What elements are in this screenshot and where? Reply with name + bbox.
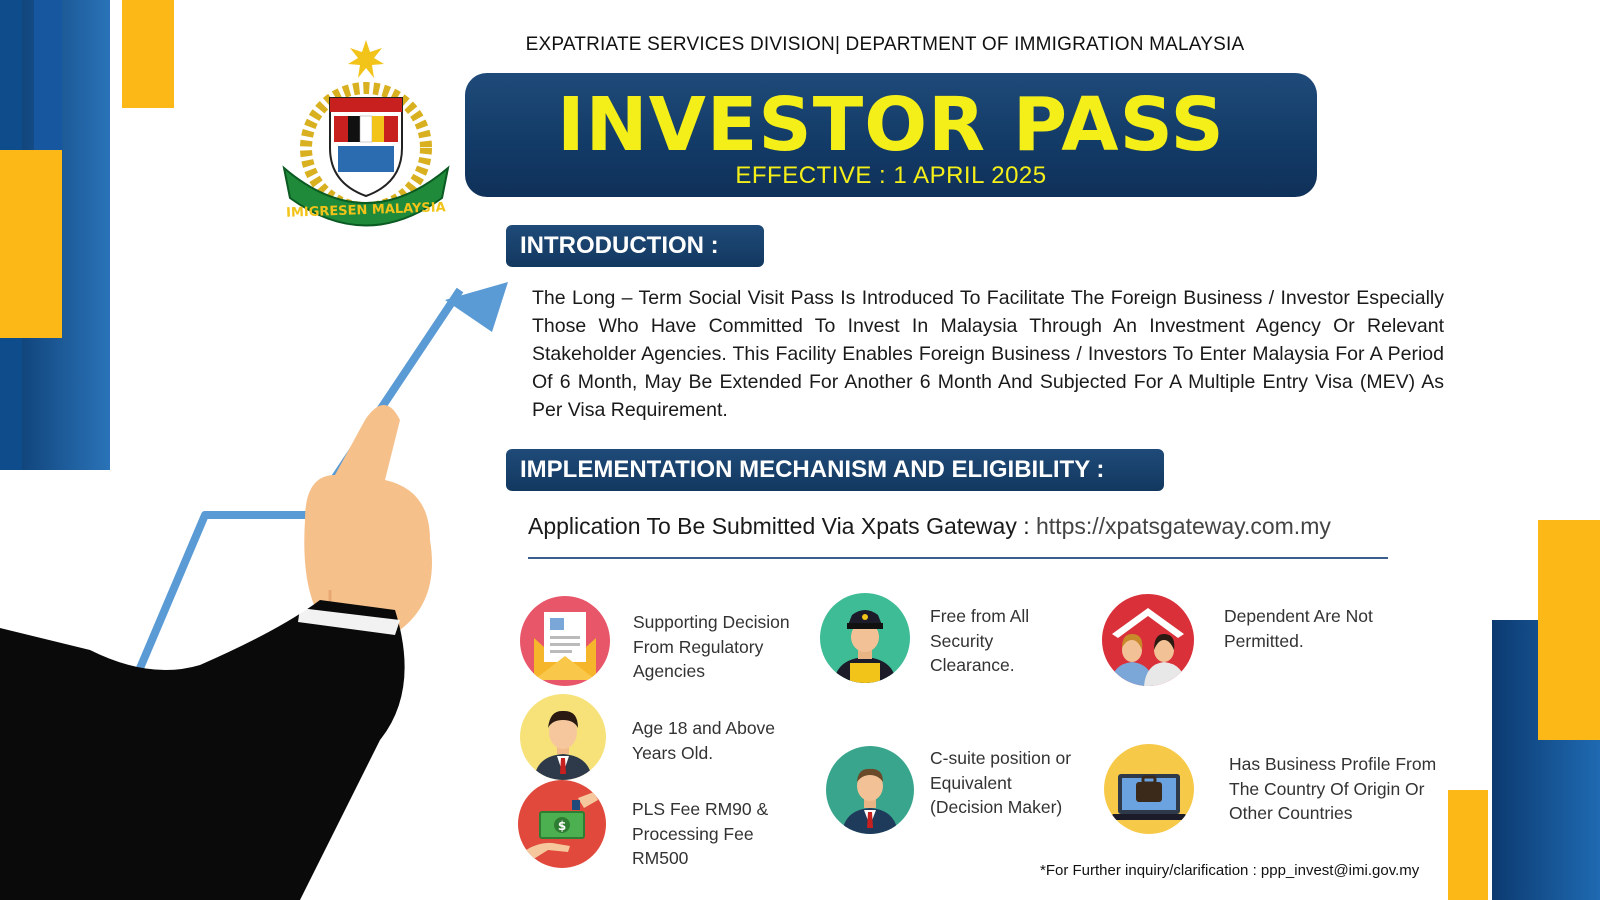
young-man-icon [520,694,606,780]
businessman-icon [826,746,914,834]
police-officer-icon [820,593,910,683]
decor-stripe [1448,790,1488,900]
family-house-icon [1102,594,1194,686]
logo-ribbon-text: IMIGRESEN MALAYSIA [285,200,446,221]
pointing-hand-icon [304,405,432,630]
division-heading: EXPATRIATE SERVICES DIVISION| DEPARTMENT OF IMMIGRATION MALAYSIA [525,34,1245,55]
document-envelope-icon [520,596,610,686]
page-title: INVESTOR PASS [557,82,1225,168]
dependent-text: Dependent Are Not Permitted. [1224,606,1373,651]
application-label: Application To Be Submitted Via Xpats Gateway : [528,513,1036,539]
business-profile-text: Has Business Profile From The Country Of Origin Or Other Countries [1229,754,1437,823]
xpats-gateway-link[interactable]: https://xpatsgateway.com.my [1036,513,1331,539]
growth-arrow-graphic [0,270,520,900]
fee-text: PLS Fee RM90 & Processing Fee RM500 [632,799,769,868]
money-hand-icon [518,780,606,868]
age-requirement-text: Age 18 and Above Years Old. [632,718,776,763]
decor-stripe [34,0,62,150]
svg-text:$: $ [557,819,567,833]
decor-stripe [122,0,174,108]
decor-stripe [1538,520,1600,740]
introduction-body: The Long – Term Social Visit Pass Is Introduced To Facilitate The Foreign Business / Investor Especially Those Who Have Committed To Invest In Malaysia Through An Investment Agency Or Relevant Stakeholder Agencies. This Facility Enables Foreign Business / Investors To Enter Malaysia For A Period Of 6 Month, May Be Extended For Another 6 Month And Subjected For A Multiple Entry Visa (MEV) As Per Visa Requirement. [532,287,1444,421]
divider [528,557,1388,559]
star-icon [348,40,384,78]
effective-date: EFFECTIVE : 1 APRIL 2025 [735,162,1047,189]
application-line [528,513,1331,540]
security-clearance-text: Free from All Security Clearance. [930,606,1030,675]
suit-sleeve-icon [0,600,405,900]
implementation-heading: IMPLEMENTATION MECHANISM AND ELIGIBILITY : [506,449,1164,491]
immigration-malaysia-logo [282,38,452,228]
inquiry-footnote: *For Further inquiry/clarification : ppp_invest@imi.gov.my [1040,862,1420,879]
arrow-head-icon [445,282,508,332]
supporting-decision-text: Supporting Decision From Regulatory Agencies [633,612,790,681]
csuite-text: C-suite position or Equivalent (Decision Maker) [930,748,1072,817]
introduction-heading: INTRODUCTION : [506,225,764,267]
briefcase-laptop-icon [1104,744,1194,834]
